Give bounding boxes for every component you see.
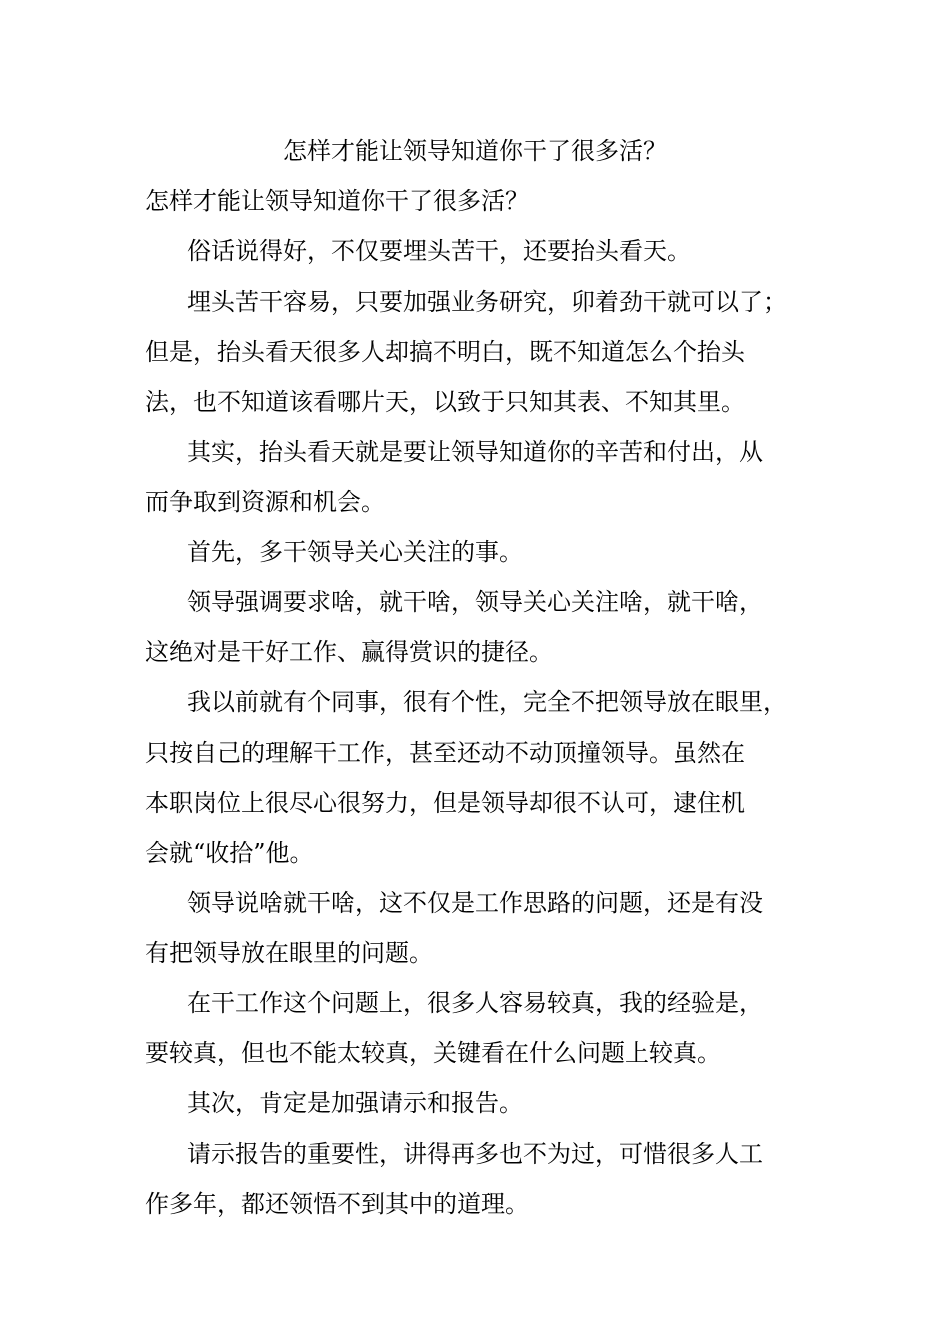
paragraph-line: 在干工作这个问题上，很多人容易较真，我的经验是， [187,989,763,1017]
paragraph-line: 这绝对是干好工作、赢得赏识的捷径。 [145,638,553,666]
paragraph-line: 但是，抬头看天很多人却搞不明白，既不知道怎么个抬头 [145,338,745,366]
paragraph-line: 本职岗位上很尽心很努力，但是领导却很不认可，逮住机 [145,789,745,817]
paragraph-line: 只按自己的理解干工作，甚至还动不动顶撞领导。虽然在 [145,739,745,767]
paragraph-line: 要较真，但也不能太较真，关键看在什么问题上较真。 [145,1039,721,1067]
repeated-title-line: 怎样才能让领导知道你干了很多活？ [145,187,529,215]
paragraph-line: 我以前就有个同事，很有个性，完全不把领导放在眼里， [187,688,787,716]
paragraph-line: 而争取到资源和机会。 [145,488,385,516]
section-heading-line: 首先，多干领导关心关注的事。 [187,538,523,566]
paragraph-line: 俗话说得好，不仅要埋头苦干，还要抬头看天。 [187,237,691,265]
paragraph-line: 埋头苦干容易，只要加强业务研究，卯着劲干就可以了； [187,288,787,316]
paragraph-line: 领导说啥就干啥，这不仅是工作思路的问题，还是有没 [187,889,763,917]
paragraph-line: 有把领导放在眼里的问题。 [145,939,433,967]
paragraph-line: 领导强调要求啥，就干啥，领导关心关注啥，就干啥， [187,588,763,616]
paragraph-line: 其实，抬头看天就是要让领导知道你的辛苦和付出，从 [187,438,763,466]
paragraph-line: 会就“收拾”他。 [145,839,314,867]
paragraph-line: 法，也不知道该看哪片天，以致于只知其表、不知其里。 [145,388,745,416]
paragraph-line: 作多年，都还领悟不到其中的道理。 [145,1190,529,1218]
paragraph-line: 请示报告的重要性，讲得再多也不为过，可惜很多人工 [187,1140,763,1168]
section-heading-line: 其次，肯定是加强请示和报告。 [187,1089,523,1117]
document-title: 怎样才能让领导知道你干了很多活？ [283,137,667,165]
